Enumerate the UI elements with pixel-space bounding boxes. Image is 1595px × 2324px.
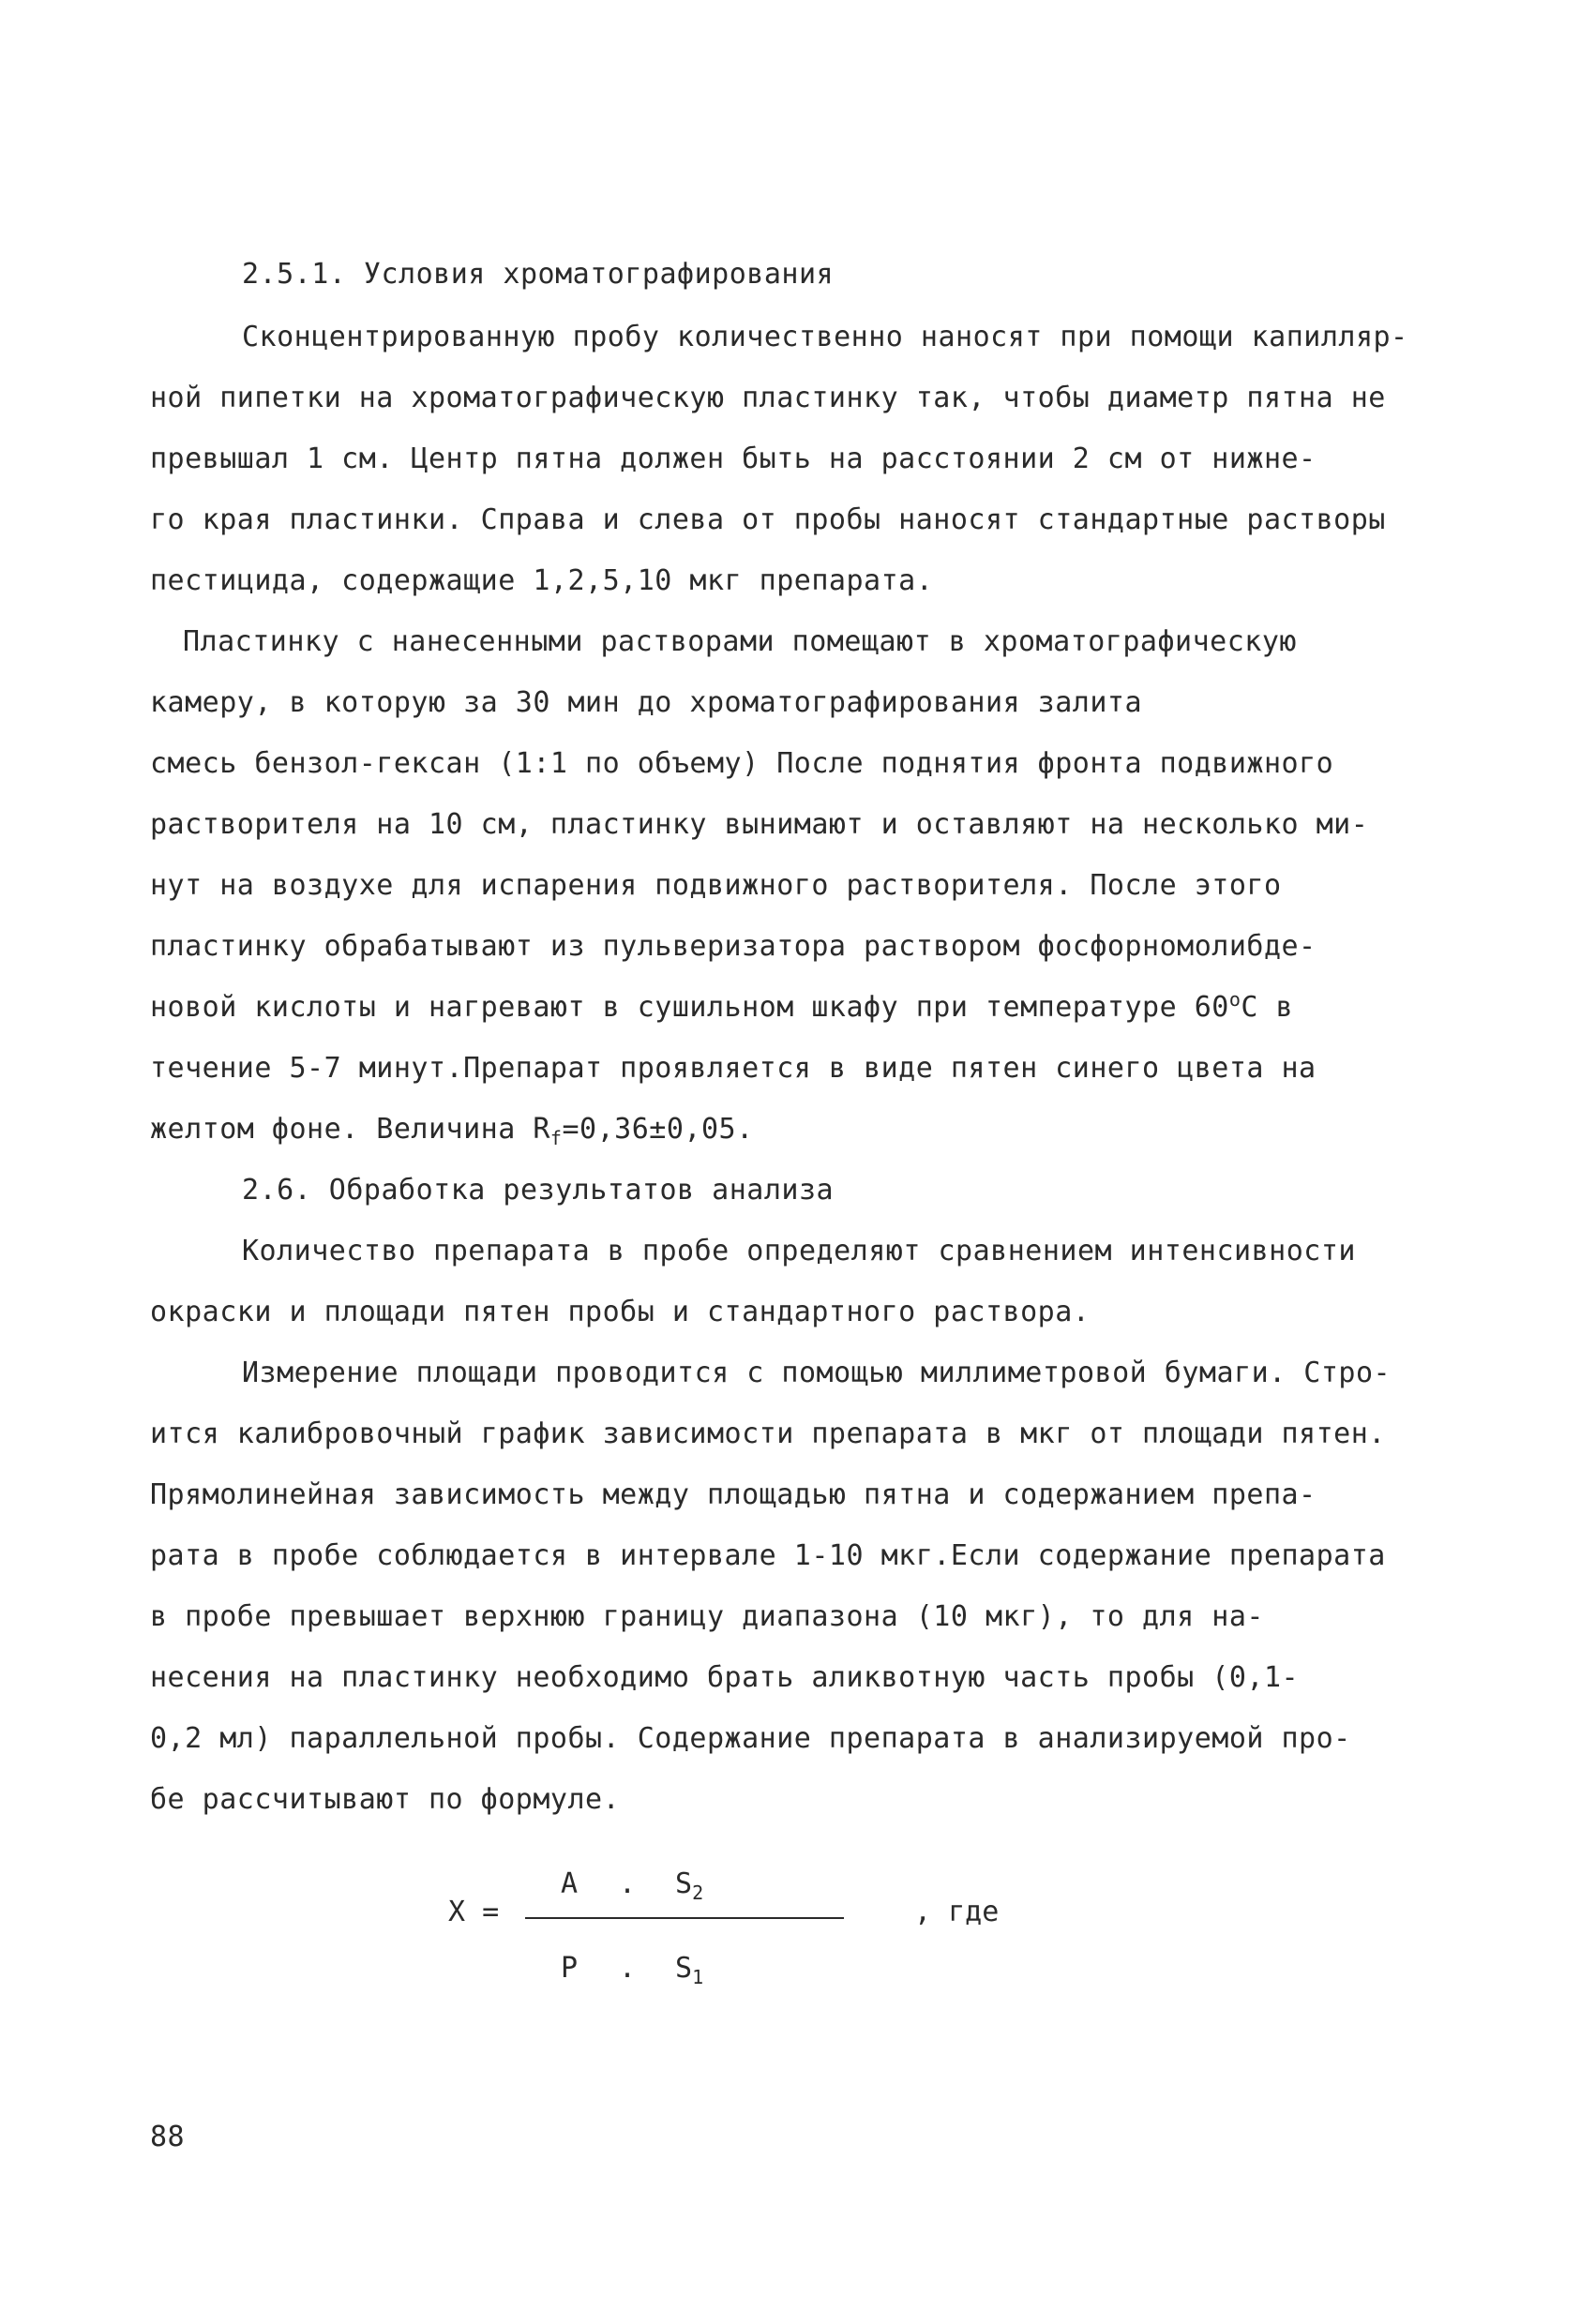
text-line: бе рассчитывают по формуле.	[150, 1783, 621, 1816]
rf-value: =0,36±0,05.	[562, 1113, 754, 1146]
text-line: в пробе превышает верхнюю границу диапазона (10 мкг), то для на-	[150, 1600, 1264, 1633]
text-line: 0,2 мл) параллельной пробы. Содержание препарата в анализируемой про-	[150, 1722, 1351, 1755]
text-line: превышал 1 см. Центр пятна должен быть на расстоянии 2 см от нижне-	[150, 442, 1317, 475]
formula-numerator-a: A	[561, 1867, 579, 1900]
text-line-temperature-main: новой кислоты и нагревают в сушильном шкафу при температуре 60	[150, 991, 1229, 1024]
formula-numerator-s	[675, 1866, 703, 1903]
text-line: течение 5-7 минут.Препарат проявляется в виде пятен синего цвета на	[150, 1052, 1317, 1085]
formula-tail: , где	[914, 1896, 1000, 1928]
rf-subscript: f	[549, 1127, 563, 1149]
formula-numerator-dot: .	[619, 1867, 637, 1900]
text-line: пестицида, содержащие 1,2,5,10 мкг препарата.	[150, 564, 934, 597]
formula-denominator-dot: .	[619, 1952, 637, 1985]
text-line: Сконцентрированную пробу количественно наносят при помощи капилляр-	[242, 321, 1408, 353]
text-line: ится калибровочный график зависимости препарата в мкг от площади пятен.	[150, 1417, 1386, 1450]
formula-numerator-subscript: 2	[692, 1882, 704, 1904]
fraction-bar	[525, 1917, 844, 1919]
section-heading-2-6: 2.6. Обработка результатов анализа	[242, 1174, 835, 1207]
formula-denominator-s-letter: S	[675, 1952, 693, 1985]
text-line-rf	[150, 1111, 754, 1148]
formula-numerator-s-letter: S	[675, 1867, 693, 1900]
text-line: пластинку обрабатывают из пульверизатора раствором фосфорномолибде-	[150, 930, 1317, 963]
formula-denominator-p: P	[561, 1952, 579, 1985]
text-line: Измерение площади проводится с помощью миллиметровой бумаги. Стро-	[242, 1357, 1392, 1389]
text-line: несения на пластинку необходимо брать аликвотную часть пробы (0,1-	[150, 1661, 1300, 1694]
formula-denominator-s	[675, 1950, 703, 1987]
section-heading-2-5-1: 2.5.1. Условия хроматографирования	[242, 258, 835, 291]
formula-lhs: X =	[448, 1896, 500, 1928]
text-line: ной пипетки на хроматографическую пластинку так, чтобы диаметр пятна не	[150, 382, 1386, 414]
text-line: рата в пробе соблюдается в интервале 1-10 мкг.Если содержание препарата	[150, 1539, 1386, 1572]
text-line: Количество препарата в пробе определяют сравнением интенсивности	[242, 1235, 1356, 1267]
text-line: го края пластинки. Справа и слева от пробы наносят стандартные растворы	[150, 503, 1386, 536]
page-number: 88	[150, 2121, 186, 2153]
degree-mark: o	[1228, 988, 1241, 1011]
text-line: смесь бензол-гексан (1:1 по объему) После поднятия фронта подвижного	[150, 747, 1334, 780]
temperature-suffix: C в	[1241, 991, 1294, 1024]
text-line-temperature	[150, 989, 1293, 1027]
rf-lead-text: желтом фоне. Величина R	[150, 1113, 550, 1146]
text-line: растворителя на 10 см, пластинку вынимают и оставляют на несколько ми-	[150, 808, 1369, 841]
text-line: камеру, в которую за 30 мин до хроматографирования залита	[150, 686, 1143, 719]
text-line: окраски и площади пятен пробы и стандартного раствора.	[150, 1296, 1091, 1328]
text-line: Прямолинейная зависимость между площадью пятна и содержанием препа-	[150, 1478, 1317, 1511]
text-line: нут на воздухе для испарения подвижного растворителя. После этого	[150, 869, 1282, 902]
formula-denominator-subscript: 1	[692, 1966, 704, 1988]
text-line: Пластинку с нанесенными растворами помещают в хроматографическую	[183, 625, 1297, 658]
